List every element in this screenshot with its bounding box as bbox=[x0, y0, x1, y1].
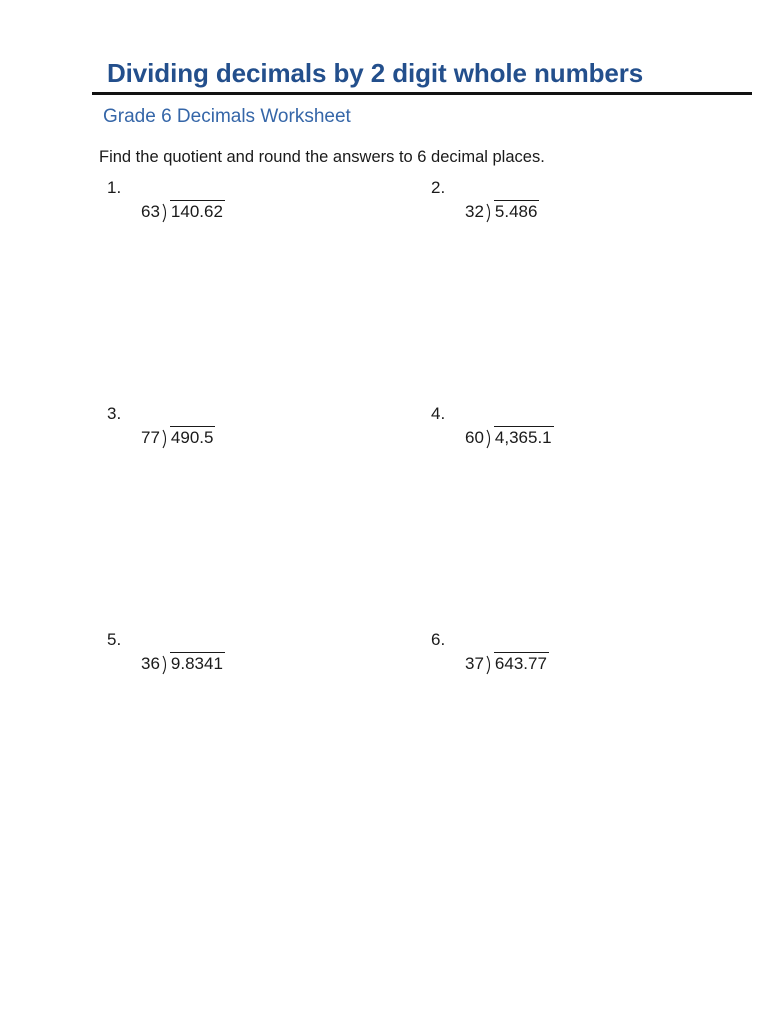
long-division bbox=[141, 426, 215, 449]
dividend: 490.5 bbox=[170, 428, 214, 447]
divisor: 77 bbox=[141, 428, 160, 447]
division-bracket-icon bbox=[161, 429, 169, 449]
problem-number: 3. bbox=[107, 404, 122, 423]
division-bracket-icon bbox=[161, 655, 169, 675]
worksheet-title: Dividing decimals by 2 digit whole numbers bbox=[107, 58, 644, 88]
title-rule bbox=[92, 92, 752, 95]
dividend: 643.77 bbox=[494, 654, 547, 673]
problem-4 bbox=[431, 404, 731, 464]
problem-5 bbox=[107, 630, 407, 690]
problem-number: 2. bbox=[431, 178, 446, 197]
worksheet-subtitle: Grade 6 Decimals Worksheet bbox=[103, 106, 351, 127]
division-bracket-icon bbox=[161, 203, 169, 223]
problem-number: 6. bbox=[431, 630, 446, 649]
problem-number: 1. bbox=[107, 178, 122, 197]
problem-1 bbox=[107, 178, 407, 238]
divisor: 37 bbox=[465, 654, 484, 673]
division-bracket-icon bbox=[485, 429, 493, 449]
divisor: 63 bbox=[141, 202, 160, 221]
instructions: Find the quotient and round the answers to 6 decimal places. bbox=[99, 148, 545, 166]
problem-2 bbox=[431, 178, 731, 238]
division-bracket-icon bbox=[485, 655, 493, 675]
dividend: 9.8341 bbox=[170, 654, 223, 673]
long-division bbox=[141, 652, 225, 675]
dividend: 4,365.1 bbox=[494, 428, 552, 447]
problem-number: 4. bbox=[431, 404, 446, 423]
divisor: 36 bbox=[141, 654, 160, 673]
problem-6 bbox=[431, 630, 731, 690]
problem-3 bbox=[107, 404, 407, 464]
long-division bbox=[141, 200, 225, 223]
dividend: 140.62 bbox=[170, 202, 223, 221]
divisor: 60 bbox=[465, 428, 484, 447]
dividend: 5.486 bbox=[494, 202, 538, 221]
long-division bbox=[465, 200, 539, 223]
long-division bbox=[465, 426, 554, 449]
long-division bbox=[465, 652, 549, 675]
problem-number: 5. bbox=[107, 630, 122, 649]
division-bracket-icon bbox=[485, 203, 493, 223]
divisor: 32 bbox=[465, 202, 484, 221]
